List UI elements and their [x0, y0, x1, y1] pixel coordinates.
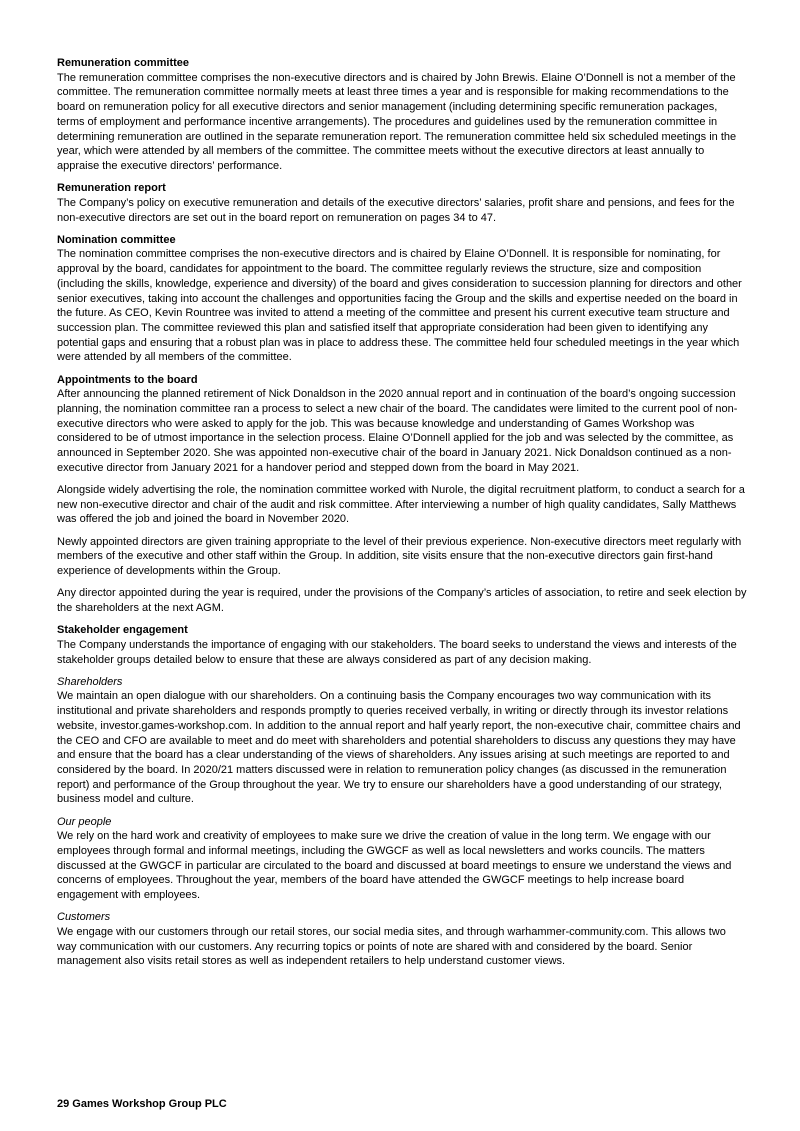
section-heading: Remuneration report: [57, 182, 166, 195]
paragraph: We engage with our customers through our retail stores, our social media sites, and through warhammer-community.com. This allows two way communication with our customers. Any recurring topics or points of note are shared with and considered by the board. Senior management also visits retail stores as well as independent retailers to help understand customer views.: [57, 925, 726, 968]
section-shareholders: [57, 675, 747, 807]
paragraph: Any director appointed during the year is required, under the provisions of the Company’s articles of association, to retire and seek election by the shareholders at the next AGM.: [57, 587, 747, 614]
section-subheading: Our people: [57, 815, 112, 828]
paragraph: The Company understands the importance of engaging with our stakeholders. The board seeks to understand the views and interests of the stakeholder groups detailed below to ensure that these are always considered as part of any decision making.: [57, 638, 737, 666]
section-subheading: Customers: [57, 911, 111, 924]
paragraph: The remuneration committee comprises the non-executive directors and is chaired by John Brewis. Elaine O’Donnell is not a member of the committee. The remuneration committee normally meets at least three times a year and is responsible for making recommendations to the board on remuneration policy for all executive directors and senior management (including determining specific remuneration packages, terms of employment and performance incentive arrangements). The procedures and guidelines used by the remuneration committee in determining remuneration are outlined in the separate remuneration report. The remuneration committee held six scheduled meetings in the year, which were attended by all members of the committee. The committee meets without the executive directors at least annually to appraise the executive directors’ performance.: [57, 71, 737, 172]
section-heading: Nomination committee: [57, 233, 176, 246]
paragraph: We maintain an open dialogue with our shareholders. On a continuing basis the Company encourages two way communication with its institutional and private shareholders and responds promptly to queries received verbally, in writing or directly through its investor relations website, investor.games-workshop.com. In addition to the annual report and half yearly report, the non-executive chair, committee chairs and the CEO and CFO are available to meet and do meet with shareholders and potential shareholders to discuss any questions they may have and ensure that the board has a clear understanding of the views of shareholders. Any issues arising at such meetings are reported to and considered by the board. In 2020/21 matters discussed were in relation to remuneration policy changes (as discussed in the remuneration report) and performance of the Group throughout the year. We try to ensure our shareholders have a good understanding of our strategy, business model and culture.: [57, 690, 741, 806]
section-remuneration-report: [57, 181, 747, 225]
page-footer: 29 Games Workshop Group PLC: [57, 1098, 227, 1110]
section-our-people: [57, 815, 747, 903]
section-heading: Remuneration committee: [57, 57, 190, 69]
section-heading: Stakeholder engagement: [57, 624, 188, 637]
section-subheading: Shareholders: [57, 675, 123, 688]
section-remuneration-committee: [57, 56, 747, 174]
paragraph: Alongside widely advertising the role, the nomination committee worked with Nurole, the digital recruitment platform, to conduct a search for a new non-executive director and chair of the audit and risk committee. After interviewing a number of high quality candidates, Sally Matthews was offered the job and joined the board in November 2020.: [57, 483, 745, 526]
paragraph: The nomination committee comprises the non-executive directors and is chaired by Elaine O’Donnell. It is responsible for nominating, for approval by the board, candidates for appointment to the board. The committee regularly reviews the structure, size and composition (including the skills, knowledge, experience and diversity) of the board and gives consideration to succession planning for directors and other senior executives, taking into account the challenges and opportunities facing the Group and the skills and expertise needed on the board in the future. As CEO, Kevin Rountree was invited to attend a meeting of the committee and present his current executive team structure and succession plan. The committee reviewed this plan and satisfied itself that appropriate consideration had been given to identifying any potential gaps and ensuring that a robust plan was in place to address these. The committee held four scheduled meetings in the year which were attended by all members of the committee.: [57, 248, 742, 364]
section-heading: Appointments to the board: [57, 373, 198, 386]
document-content: [57, 56, 747, 977]
section-nomination-committee: [57, 233, 747, 365]
paragraph: The Company’s policy on executive remuneration and details of the executive directors’ salaries, profit share and pensions, and fees for the non-executive directors are set out in the board report on remuneration on pages 34 to 47.: [57, 196, 735, 224]
paragraph: Newly appointed directors are given training appropriate to the level of their previous experience. Non-executive directors meet regularly with members of the executive and other staff within the Group. In addition, site visits ensure that the non-executive directors gain first-hand experience of developments within the Group.: [57, 535, 742, 577]
section-appointments-to-the-board: [57, 373, 747, 616]
paragraph: After announcing the planned retirement of Nick Donaldson in the 2020 annual report and in continuation of the board’s ongoing succession planning, the nomination committee ran a process to select a new chair of the board. The candidates were limited to the current pool of non-executive directors who were asked to apply for the job. This was because knowledge and understanding of Games Workshop was considered to be of utmost importance in the selection process. Elaine O’Donnell applied for the job and was selected by the committee, as announced in September 2020. She was appointed non-executive chair of the board in January 2021. Nick Donaldson continued as a non-executive director from January 2021 for a handover period and stepped down from the board in May 2021.: [57, 388, 738, 474]
section-customers: [57, 910, 747, 969]
section-stakeholder-engagement: [57, 623, 747, 667]
paragraph: We rely on the hard work and creativity of employees to make sure we drive the creation of value in the long term. We engage with our employees through formal and informal meetings, including the GWGCF as well as local newsletters and works councils. The matters discussed at the GWGCF in particular are circulated to the board and discussed at board meetings to ensure we understand the views and concerns of employees. Throughout the year, members of the board have attended the GWGCF meetings to help increase board engagement with employees.: [57, 830, 732, 902]
